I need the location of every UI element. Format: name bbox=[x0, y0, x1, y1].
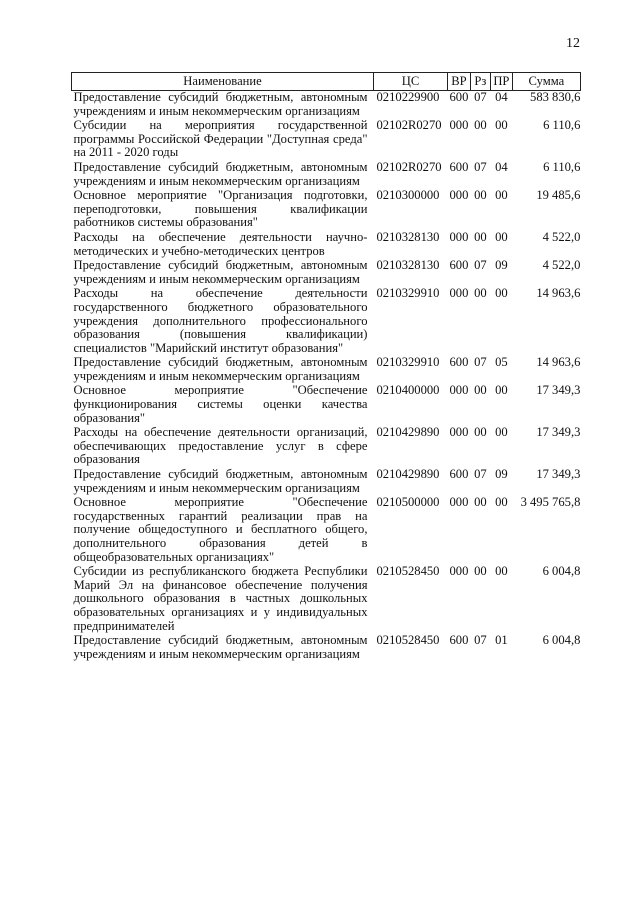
row-cs: 0210229900 bbox=[376, 90, 440, 104]
row-rz: 07 bbox=[474, 467, 487, 482]
row-vr: 000 bbox=[449, 188, 469, 203]
row-name: Расходы на обеспечение деятельности государственного бюджетного образовательного учреждения дополнительного профессионального образования (повышения квалификации) специалистов "Марийский институт образования" bbox=[73, 286, 368, 355]
table-row bbox=[72, 259, 581, 287]
row-sum: 14 963,6 bbox=[536, 286, 581, 301]
row-vr: 600 bbox=[449, 258, 469, 273]
row-sum: 4 522,0 bbox=[542, 229, 581, 244]
page-number: 12 bbox=[566, 36, 580, 51]
row-cs: 02102R0270 bbox=[376, 118, 442, 133]
row-vr: 600 bbox=[449, 159, 469, 174]
row-cs: 0210400000 bbox=[376, 383, 440, 398]
row-sum: 17 349,3 bbox=[536, 383, 581, 398]
row-rz: 00 bbox=[474, 286, 487, 301]
row-rz: 00 bbox=[474, 495, 487, 510]
row-vr: 000 bbox=[449, 118, 469, 133]
table-header-row bbox=[72, 73, 581, 91]
row-pr: 01 bbox=[495, 633, 508, 648]
row-sum: 4 522,0 bbox=[542, 258, 581, 273]
row-name: Основное мероприятие "Обеспечение функционирования системы оценки качества образования" bbox=[73, 383, 368, 425]
table-row bbox=[72, 119, 581, 161]
table-row bbox=[72, 426, 581, 468]
row-rz: 00 bbox=[474, 564, 487, 579]
table-row bbox=[72, 496, 581, 565]
table-row bbox=[72, 231, 581, 259]
row-cs: 0210528450 bbox=[376, 633, 440, 648]
row-pr: 05 bbox=[495, 355, 508, 370]
row-pr: 09 bbox=[495, 467, 508, 482]
row-cs: 0210328130 bbox=[376, 229, 440, 244]
row-sum: 3 495 765,8 bbox=[520, 495, 581, 510]
header-cs: ЦС bbox=[374, 73, 448, 91]
row-rz: 07 bbox=[474, 159, 487, 174]
row-sum: 6 004,8 bbox=[542, 564, 581, 579]
row-name: Предоставление субсидий бюджетным, автономным учреждениям и иным некоммерческим организациям bbox=[73, 467, 368, 495]
row-cs: 0210429890 bbox=[376, 467, 440, 482]
row-name: Предоставление субсидий бюджетным, автономным учреждениям и иным некоммерческим организациям bbox=[73, 633, 368, 661]
row-sum: 14 963,6 bbox=[536, 355, 581, 370]
row-vr: 000 bbox=[449, 564, 469, 579]
row-vr: 600 bbox=[449, 90, 469, 104]
row-name: Основное мероприятие "Организация подготовки, переподготовки, повышения квалификации работников системы образования" bbox=[73, 188, 368, 230]
row-rz: 00 bbox=[474, 383, 487, 398]
row-cs: 0210329910 bbox=[376, 286, 440, 301]
row-vr: 000 bbox=[449, 425, 469, 440]
row-pr: 04 bbox=[495, 159, 508, 174]
row-cs: 02102R0270 bbox=[376, 159, 442, 174]
row-name: Субсидии из республиканского бюджета Республики Марий Эл на финансовое обеспечение получения дошкольного образования в частных дошкольных образовательных организациях и у индивидуальных предпринимателей bbox=[73, 564, 368, 633]
table-row bbox=[72, 356, 581, 384]
row-rz: 07 bbox=[474, 90, 487, 104]
row-pr: 00 bbox=[495, 118, 508, 133]
header-rz: Рз bbox=[470, 73, 490, 91]
row-rz: 00 bbox=[474, 118, 487, 133]
table-row bbox=[72, 468, 581, 496]
row-vr: 000 bbox=[449, 229, 469, 244]
row-rz: 00 bbox=[474, 425, 487, 440]
row-rz: 07 bbox=[474, 258, 487, 273]
table-row bbox=[72, 384, 581, 426]
row-vr: 600 bbox=[449, 467, 469, 482]
row-name: Предоставление субсидий бюджетным, автономным учреждениям и иным некоммерческим организациям bbox=[73, 90, 368, 118]
row-sum: 6 110,6 bbox=[543, 159, 581, 174]
row-vr: 600 bbox=[449, 633, 469, 648]
row-name: Расходы на обеспечение деятельности научно-методических и учебно-методических центров bbox=[73, 229, 368, 258]
header-pr: ПР bbox=[490, 73, 512, 91]
header-name: Наименование bbox=[72, 73, 374, 91]
row-sum: 6 004,8 bbox=[542, 633, 581, 648]
row-pr: 00 bbox=[495, 188, 508, 203]
budget-table bbox=[71, 72, 581, 662]
row-pr: 09 bbox=[495, 258, 508, 273]
table-row bbox=[72, 161, 581, 189]
row-cs: 0210329910 bbox=[376, 355, 440, 370]
row-cs: 0210528450 bbox=[376, 564, 440, 579]
row-pr: 04 bbox=[495, 90, 508, 104]
row-cs: 0210328130 bbox=[376, 258, 440, 273]
row-cs: 0210300000 bbox=[376, 188, 440, 203]
table-row bbox=[72, 634, 581, 662]
table-row bbox=[72, 91, 581, 120]
row-name: Субсидии на мероприятия государственной программы Российской Федерации "Доступная среда" на 2011 - 2020 годы bbox=[73, 118, 368, 160]
header-sum: Сумма bbox=[512, 73, 580, 91]
row-name: Предоставление субсидий бюджетным, автономным учреждениям и иным некоммерческим организациям bbox=[73, 258, 368, 286]
row-sum: 17 349,3 bbox=[536, 467, 581, 482]
row-pr: 00 bbox=[495, 229, 508, 244]
row-name: Расходы на обеспечение деятельности организаций, обеспечивающих предоставление услуг в сфере образования bbox=[73, 425, 368, 467]
row-vr: 000 bbox=[449, 383, 469, 398]
row-sum: 19 485,6 bbox=[536, 188, 581, 203]
row-rz: 07 bbox=[474, 633, 487, 648]
row-pr: 00 bbox=[495, 495, 508, 510]
header-vr: ВР bbox=[448, 73, 471, 91]
row-sum: 17 349,3 bbox=[536, 425, 581, 440]
row-name: Предоставление субсидий бюджетным, автономным учреждениям и иным некоммерческим организациям bbox=[73, 159, 368, 188]
table-body bbox=[72, 91, 581, 663]
row-rz: 00 bbox=[474, 229, 487, 244]
row-vr: 600 bbox=[449, 355, 469, 370]
row-name: Основное мероприятие "Обеспечение государственных гарантий реализации прав на получение общедоступного и бесплатного общего, дополнительного образования детей в общеобразовательных организациях" bbox=[73, 495, 368, 564]
row-name: Предоставление субсидий бюджетным, автономным учреждениям и иным некоммерческим организациям bbox=[73, 355, 368, 383]
row-vr: 000 bbox=[449, 286, 469, 301]
row-rz: 00 bbox=[474, 188, 487, 203]
row-sum: 6 110,6 bbox=[543, 118, 581, 133]
row-cs: 0210500000 bbox=[376, 495, 440, 510]
row-cs: 0210429890 bbox=[376, 425, 440, 440]
row-rz: 07 bbox=[474, 355, 487, 370]
table-row bbox=[72, 189, 581, 231]
row-vr: 000 bbox=[449, 495, 469, 510]
table-row bbox=[72, 565, 581, 634]
row-sum: 583 830,6 bbox=[530, 90, 581, 104]
row-pr: 00 bbox=[495, 383, 508, 398]
row-pr: 00 bbox=[495, 425, 508, 440]
row-pr: 00 bbox=[495, 286, 508, 301]
row-pr: 00 bbox=[495, 564, 508, 579]
table-row bbox=[72, 287, 581, 356]
